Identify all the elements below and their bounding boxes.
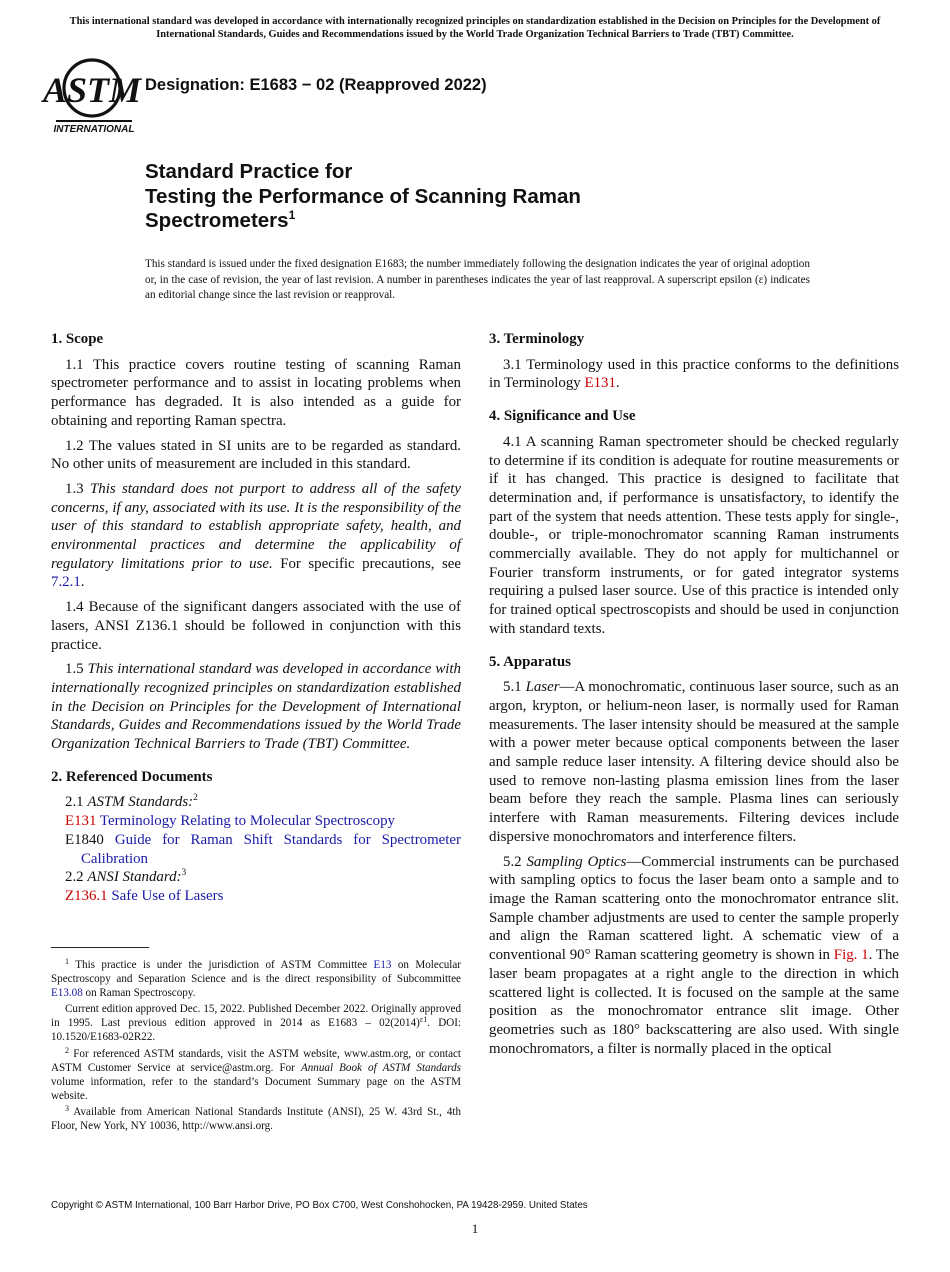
apparatus-5-1-text: —A monochromatic, continuous laser source, such as an argon, krypton, or helium-neon laser, is normally used for Raman measurements. The laser intensity should be measured at the sample with a power meter because optical components between the laser and sample reduce laser intensity. A filtering device should also be used to remove non-lasting plasma emission lines from the laser beam before they reach the sample. Plasma lines can seriously interfere with Raman measurements. Filtering devices include dispersive monochromators and interference filters.: [489, 679, 899, 845]
footnote-1-b: on Molecular Spectroscopy and Separation Science and is the direct responsibility of Subcommittee: [51, 959, 461, 986]
terminology-3-1-end: .: [615, 375, 620, 392]
ref-astm-label: ASTM Standards:: [87, 794, 194, 811]
ref-e1840[interactable]: [51, 831, 461, 868]
footnote-1-edition: [51, 1002, 461, 1044]
apparatus-5-2-text-a: —Commercial instruments can be purchased with sampling optics to focus the laser beam onto a sample and to image the Raman scattering onto the monochromator entrance slit. Sample chamber adjustments are used to center the sample properly and align the Raman scattered light. A schematic view of a conventional 90° Raman scattering geometry is shown in: [489, 853, 899, 964]
scope-heading: 1. Scope: [51, 331, 104, 347]
significance-heading: 4. Significance and Use: [489, 408, 636, 425]
ref-e131-code[interactable]: E131: [65, 813, 97, 830]
ref-ansi-fn: 3: [181, 868, 187, 879]
scope-1-5: [51, 660, 461, 754]
ref-ansi-standard: [51, 868, 461, 887]
terminology-3-1: [489, 356, 899, 393]
issued-statement: This standard is issued under the fixed designation E1683; the number immediately following the designation indicates the year of original adoption or, in the case of revision, the year of last revision. A number in parentheses indicates the year of last reapproval. A superscript epsilon (ε) indicates an editorial change since the last revision or reapproval.: [145, 258, 810, 301]
terminology-heading: 3. Terminology: [489, 331, 585, 347]
terminology-3-1-text: 3.1 Terminology used in this practice conforms to the definitions in Terminology: [489, 356, 899, 392]
page-number: 1: [471, 1221, 479, 1236]
apparatus-heading: 5. Apparatus: [489, 653, 571, 670]
footnote-1-mark: 1: [65, 957, 69, 966]
ref-astm-num: 2.1: [65, 794, 88, 811]
ref-ansi-label: ANSI Standard:: [87, 869, 182, 886]
ref-z136[interactable]: [51, 887, 461, 906]
right-column: [489, 330, 899, 1064]
ref-e1840-code: E1840: [65, 831, 104, 848]
edition-epsilon: ε1: [419, 1015, 428, 1025]
referenced-heading: 2. Referenced Documents: [51, 768, 213, 785]
scope-1-3-end: .: [80, 574, 85, 591]
scope-1-5-num: 1.5: [65, 661, 88, 678]
referenced-list: [51, 793, 461, 905]
significance-4-1: 4.1 A scanning Raman spectrometer should be checked regularly to determine if its condition is adequate for routine measurements or if it has changed. This practice is designed to facilitate that determination and, if performance is unsatisfactory, to identify the part of the system that needs attention. These tests apply for single-, double-, or triple-monochromator scanning Raman instruments commercially available. They do not apply for multichannel or Fourier transform instruments, or for gated integrator systems requiring a pulsed laser source. Use of this practice is intended only for trained optical spectroscopists and should be used in conjunction with standard texts.: [489, 433, 899, 637]
copyright: Copyright © ASTM International, 100 Barr Harbor Drive, PO Box C700, West Conshohocken, PA 19428-2959. United States: [51, 1200, 588, 1211]
scope-1-3-tail: For specific precautions, see: [272, 555, 461, 572]
apparatus-5-2-term: Sampling Optics: [526, 853, 627, 870]
apparatus-5-2: [489, 853, 899, 1059]
footnote-rule: [51, 947, 149, 948]
footnotes: [51, 958, 461, 1135]
designation: Designation: E1683 − 02 (Reapproved 2022): [145, 76, 487, 94]
link-fig-1[interactable]: Fig. 1: [833, 947, 869, 964]
footnote-3: [51, 1105, 461, 1133]
left-column: [51, 330, 461, 906]
link-e13[interactable]: E13: [373, 959, 392, 971]
ref-e1840-title[interactable]: Guide for Raman Shift Standards for Spectrometer Calibration: [81, 831, 461, 867]
title-line-2: Testing the Performance of Scanning Raman: [145, 184, 581, 208]
title-line-3: [145, 209, 581, 234]
footnote-1-a: This practice is under the jurisdiction of ASTM Committee: [69, 959, 374, 971]
ref-astm-standards: [51, 793, 461, 812]
scope-1-3: [51, 480, 461, 592]
scope-1-3-italic: This standard does not purport to address all of the safety concerns, if any, associated with its use. It is the responsibility of the user of this standard to establish appropriate safety, health, and environmental practices and determine the applicability of regulatory limitations prior to use.: [51, 480, 461, 572]
footnote-3-text: Available from American National Standards Institute (ANSI), 25 W. 43rd St., 4th Floor, New York, NY 10036, http://www.ansi.org.: [51, 1105, 461, 1133]
edition-text-b: . DOI: 10.1520/E1683-02R22.: [51, 1017, 461, 1044]
scope-1-2: 1.2 The values stated in SI units are to be regarded as standard. No other units of measurement are included in this standard.: [51, 437, 461, 473]
edition-text-a: Current edition approved Dec. 15, 2022. Published December 2022. Originally approved in 1995. Last previous edition approved in 2014 as E1683 – 02(2014): [51, 1003, 461, 1030]
link-7-2-1[interactable]: 7.2.1: [51, 574, 81, 591]
footnote-2-mark: 2: [65, 1045, 69, 1055]
footnote-3-mark: 3: [65, 1103, 69, 1113]
apparatus-5-2-text-b: . The laser beam propagates at a right angle to the direction in which scattered light is collected. It is focused on the sample at the same position as the monochromator entrance slit image. Other geometries such as 180° backscattering are also used. With single monochromators, a filter is normally placed in the optical: [489, 947, 900, 1057]
ref-z136-code[interactable]: Z136.1: [65, 887, 108, 904]
apparatus-5-1: [489, 678, 899, 846]
link-e131[interactable]: E131: [584, 375, 616, 392]
title-footnote-mark: 1: [288, 208, 296, 222]
logo-letters: ASTM: [42, 70, 142, 110]
ref-astm-fn: 2: [193, 793, 198, 804]
scope-1-5-italic: This international standard was developed in accordance with internationally recognized principles on standardization established in the Decision on Principles for the Development of International Standards, Guides and Recommendations issued by the World Trade Organization Technical Barriers to Trade (TBT) Committee.: [51, 661, 462, 753]
link-e13-08[interactable]: E13.08: [51, 987, 83, 1000]
ref-e131[interactable]: [51, 812, 461, 831]
scope-1-4: 1.4 Because of the significant dangers associated with the use of lasers, ANSI Z136.1 should be followed in conjunction with this practice.: [51, 599, 461, 653]
footnote-2-a: For referenced ASTM standards, visit the ASTM website, www.astm.org, or contact ASTM Customer Service at service@astm.org. For: [51, 1047, 461, 1074]
ref-ansi-num: 2.2: [65, 869, 88, 886]
title-line-1: Standard Practice for: [145, 160, 353, 183]
scope-1-3-num: 1.3: [65, 480, 90, 497]
apparatus-5-2-num: 5.2: [503, 853, 527, 870]
ref-e131-title[interactable]: Terminology Relating to Molecular Spectroscopy: [99, 813, 395, 830]
astm-logo-icon: [42, 56, 142, 135]
ref-z136-title[interactable]: Safe Use of Lasers: [111, 887, 224, 904]
logo-subtext: INTERNATIONAL: [53, 124, 135, 135]
top-notice: This international standard was developed in accordance with internationally recognized principles on standardization established in the Decision on Principles for the Development of International Standards, Guides and Recommendations issued by the World Trade Organization Technical Barriers to Trade (TBT) Committee.: [69, 16, 881, 40]
document-title: [145, 160, 581, 234]
footnote-1-c: on Raman Spectroscopy.: [82, 987, 196, 1000]
footnote-2: [51, 1047, 461, 1103]
footnote-1: [51, 958, 461, 1000]
apparatus-5-1-term: Laser: [525, 679, 560, 696]
footnote-2-b: volume information, refer to the standard’s Document Summary page on the ASTM website.: [51, 1075, 461, 1102]
apparatus-5-1-num: 5.1: [503, 679, 526, 696]
footnote-2-italic: Annual Book of ASTM Standards: [300, 1061, 461, 1074]
scope-1-1: 1.1 This practice covers routine testing of scanning Raman spectrometer performance and to assist in locating problems when performance has degraded. It is also intended as a guide for obtaining and reporting Raman spectra.: [51, 356, 461, 429]
title-line-3-text: Spectrometers: [145, 209, 289, 232]
